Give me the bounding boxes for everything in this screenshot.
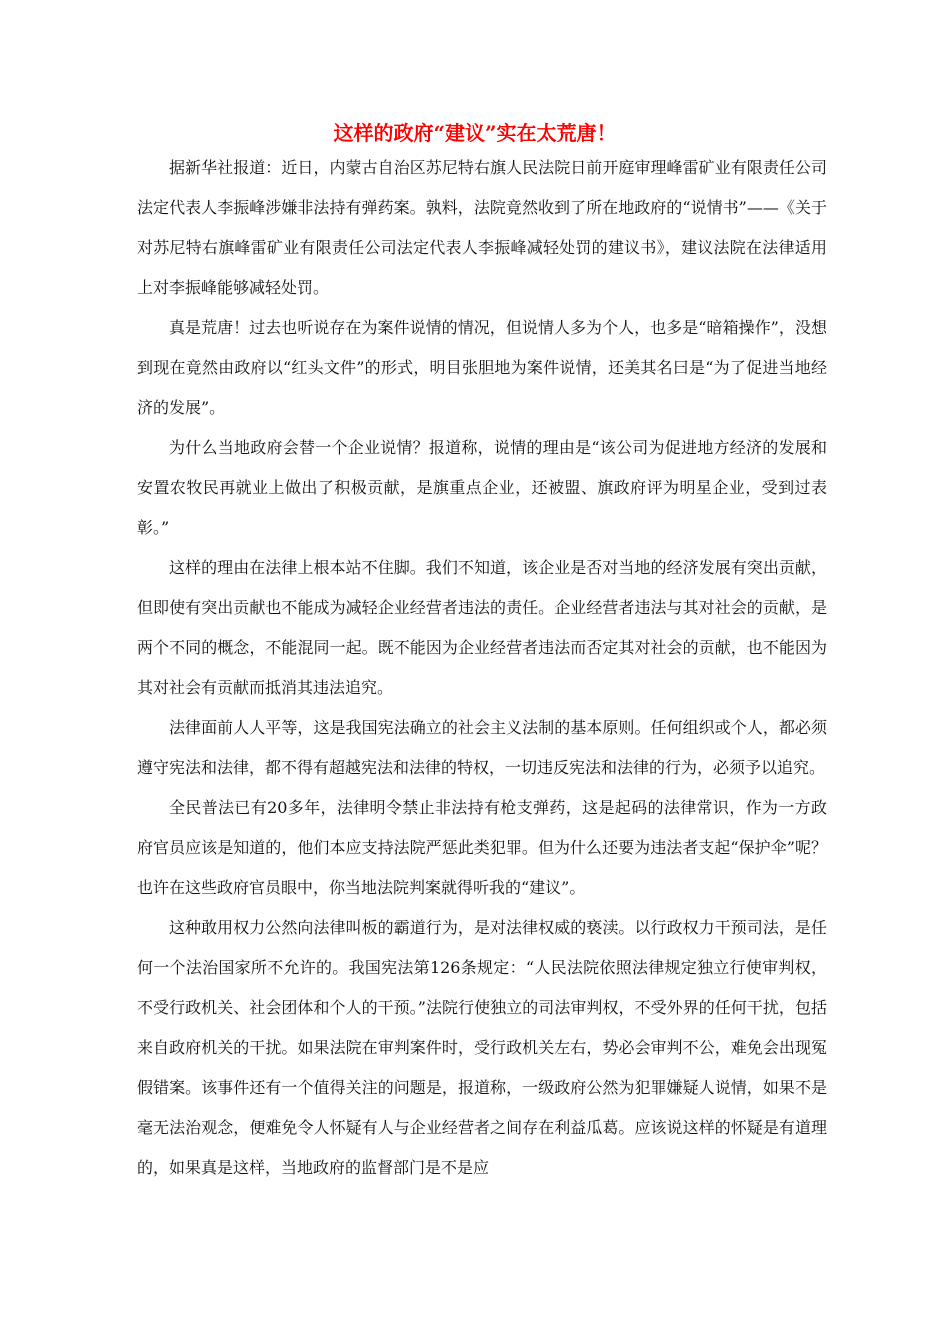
paragraph-3: 为什么当地政府会替一个企业说情？报道称，说情的理由是“该公司为促进地方经济的发展和安置农牧民再就业上做出了积极贡献，是旗重点企业，还被盟、旗政府评为明星企业，受到过表彰。” — [137, 438, 827, 537]
paragraph-4: 这样的理由在法律上根本站不住脚。我们不知道，该企业是否对当地的经济发展有突出贡献，但即使有突出贡献也不能成为减轻企业经营者违法的责任。企业经营者违法与其对社会的贡献，是两个不同的概念，不能混同一起。既不能因为企业经营者违法而否定其对社会的贡献，也不能因为其对社会有贡献而抵消其违法追究。 — [137, 558, 827, 697]
paragraph-7: 这种敢用权力公然向法律叫板的霸道行为，是对法律权威的亵渎。以行政权力干预司法，是任何一个法治国家所不允许的。我国宪法第126条规定：“人民法院依照法律规定独立行使审判权，不受行政机关、社会团体和个人的干预。”法院行使独立的司法审判权，不受外界的任何干扰，包括来自政府机关的干扰。如果法院在审判案件时，受行政机关左右，势必会审判不公，难免会出现冤假错案。该事件还有一个值得关注的问题是，报道称，一级政府公然为犯罪嫌疑人说情，如果不是毫无法治观念，便难免令人怀疑有人与企业经营者之间存在利益瓜葛。应该说这样的怀疑是有道理的，如果真是这样，当地政府的监督部门是不是应 — [137, 918, 827, 1177]
paragraph-1: 据新华社报道：近日，内蒙古自治区苏尼特右旗人民法院日前开庭审理峰雷矿业有限责任公司法定代表人李振峰涉嫌非法持有弹药案。孰料，法院竟然收到了所在地政府的“说情书”——《关于对苏尼特右旗峰雷矿业有限责任公司法定代表人李振峰减轻处罚的建议书》，建议法院在法律适用上对李振峰能够减轻处罚。 — [137, 158, 827, 297]
paragraph-6: 全民普法已有20多年，法律明令禁止非法持有枪支弹药，这是起码的法律常识，作为一方政府官员应该是知道的，他们本应支持法院严惩此类犯罪。但为什么还要为违法者支起“保护伞”呢？也许在这些政府官员眼中，你当地法院判案就得听我的“建议”。 — [137, 798, 827, 897]
article-title: 这样的政府“建议”实在太荒唐！ — [333, 121, 617, 145]
paragraph-2: 真是荒唐！过去也听说存在为案件说情的情况，但说情人多为个人，也多是“暗箱操作”，没想到现在竟然由政府以“红头文件”的形式，明目张胆地为案件说情，还美其名曰是“为了促进当地经济的发展”。 — [137, 318, 827, 417]
article-body — [137, 148, 827, 1188]
paragraph-5: 法律面前人人平等，这是我国宪法确立的社会主义法制的基本原则。任何组织或个人，都必须遵守宪法和法律，都不得有超越宪法和法律的特权，一切违反宪法和法律的行为，必须予以追究。 — [137, 718, 827, 777]
